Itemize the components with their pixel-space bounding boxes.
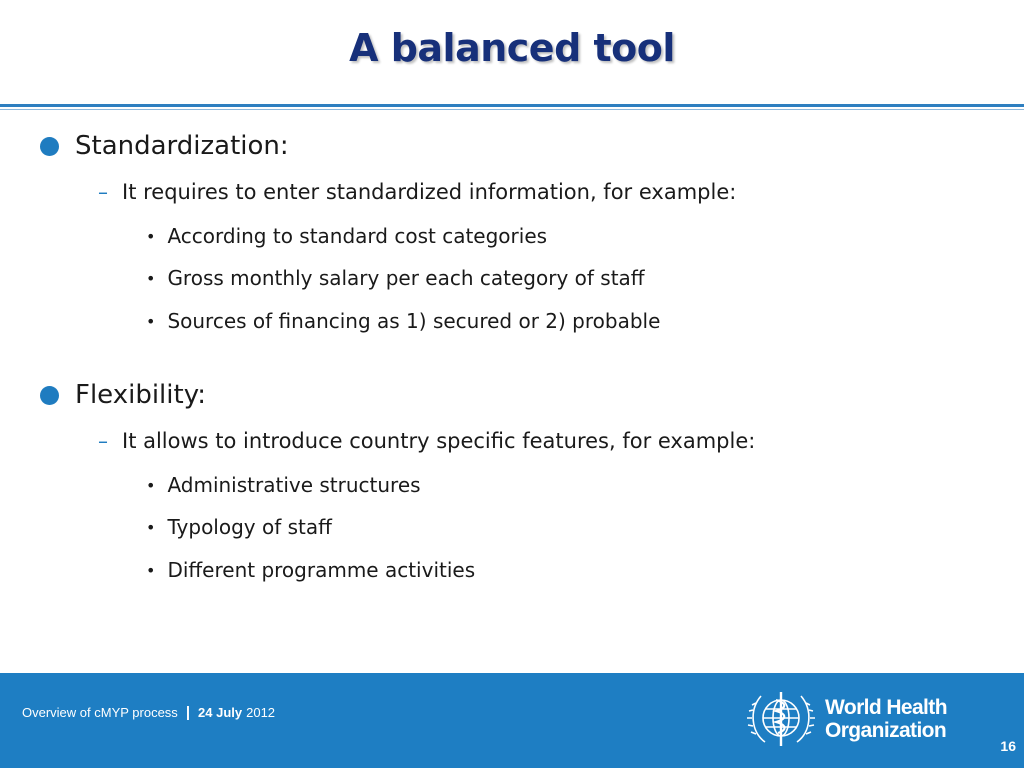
list-item	[146, 473, 421, 497]
section-heading-text: Flexibility:	[75, 380, 206, 410]
sub-point-flexibility	[98, 429, 755, 453]
dot-bullet-icon: •	[146, 311, 156, 331]
dot-bullet-icon: •	[146, 475, 156, 495]
page-number: 16	[1000, 738, 1016, 754]
list-item	[146, 309, 660, 333]
slide-title: A balanced tool	[349, 26, 675, 70]
org-name-line2: Organization	[825, 719, 947, 742]
dot-bullet-icon: •	[146, 517, 156, 537]
presentation-year: 2012	[246, 705, 276, 720]
org-name-line1: World Health	[825, 696, 947, 719]
presentation-name: Overview of cMYP process	[22, 705, 178, 720]
dot-bullet-icon: •	[146, 226, 156, 246]
footer-separator: |	[185, 704, 191, 721]
who-emblem-icon	[745, 688, 817, 750]
list-item	[146, 266, 645, 290]
list-item-text: Typology of staff	[167, 515, 332, 539]
list-item-text: Gross monthly salary per each category of staff	[167, 266, 645, 290]
sub-point-standardization	[98, 180, 736, 204]
circle-bullet-icon	[40, 137, 59, 156]
section-heading-standardization	[40, 131, 289, 161]
dash-icon: –	[98, 180, 108, 204]
footer-caption	[22, 704, 275, 721]
list-item	[146, 558, 475, 582]
list-item-text: Administrative structures	[167, 473, 421, 497]
dash-icon: –	[98, 429, 108, 453]
list-item-text: According to standard cost categories	[167, 224, 548, 248]
sub-point-text: It requires to enter standardized information, for example:	[122, 180, 737, 204]
org-name	[825, 696, 947, 742]
presentation-date: 24 July	[198, 705, 243, 720]
list-item	[146, 224, 547, 248]
dot-bullet-icon: •	[146, 268, 156, 288]
sub-point-text: It allows to introduce country specific features, for example:	[122, 429, 756, 453]
section-heading-text: Standardization:	[75, 131, 289, 161]
list-item	[146, 515, 332, 539]
who-logo	[745, 688, 965, 750]
section-heading-flexibility	[40, 380, 206, 410]
list-item-text: Sources of financing as 1) secured or 2) probable	[167, 309, 661, 333]
circle-bullet-icon	[40, 386, 59, 405]
dot-bullet-icon: •	[146, 560, 156, 580]
list-item-text: Different programme activities	[167, 558, 476, 582]
